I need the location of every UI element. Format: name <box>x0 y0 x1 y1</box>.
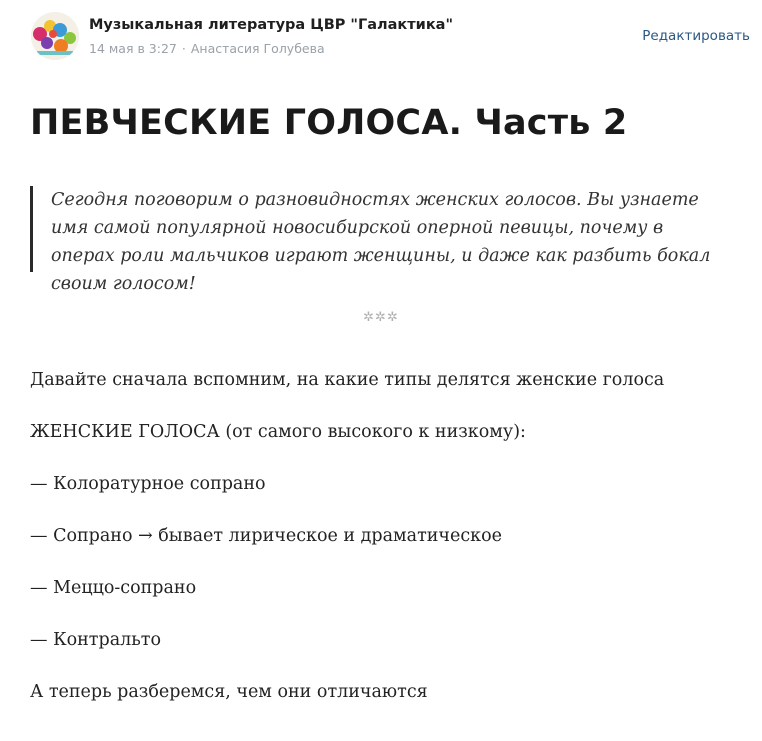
paragraph: А теперь разберемся, чем они отличаются <box>30 682 428 702</box>
post-date[interactable]: 14 мая в 3:27 <box>89 41 177 56</box>
avatar-image <box>31 12 79 60</box>
paragraph: ЖЕНСКИЕ ГОЛОСА (от самого высокого к низкому): <box>30 422 526 442</box>
section-separator: ✲✲✲ <box>363 310 399 325</box>
lead-text: Сегодня поговорим о разновидностях женских голосов. Вы узнаете имя самой популярной новосибирской оперной певицы, почему в операх роли мальчиков играют женщины, и даже как разбить бокал своим голосом! <box>51 190 711 294</box>
editor-name[interactable]: Анастасия Голубева <box>190 41 325 56</box>
meta-separator: · <box>181 41 186 56</box>
list-item: — Колоратурное сопрано <box>30 474 266 494</box>
paragraph: Давайте сначала вспомним, на какие типы делятся женские голоса <box>30 370 665 390</box>
article-title: ПЕВЧЕСКИЕ ГОЛОСА. Часть 2 <box>30 103 628 143</box>
author-name[interactable]: Музыкальная литература ЦВР "Галактика" <box>89 17 453 33</box>
avatar[interactable] <box>31 12 79 60</box>
list-item: — Контральто <box>30 630 161 650</box>
post-header <box>0 0 762 70</box>
list-item: — Сопрано → бывает лирическое и драматическое <box>30 526 502 546</box>
list-item: — Меццо-сопрано <box>30 578 197 598</box>
edit-link[interactable]: Редактировать <box>642 28 750 44</box>
post-meta <box>89 41 325 56</box>
lead-quote <box>30 186 730 294</box>
